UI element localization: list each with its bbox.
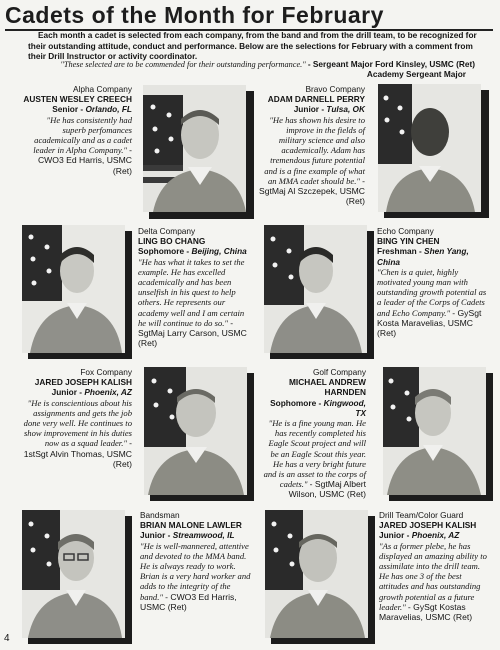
cadet-quote: "He has what it takes to set the example. He has excelled academically and has been unselfish in his quest to help others. He represents our academy well and I am certain he will continue to do so." - SgtMaj Larry Carson, USMC (Ret) — [138, 256, 247, 349]
class-line: Sophomore - Kingwood, TX — [270, 397, 366, 418]
portrait-image — [383, 367, 486, 495]
portrait-image — [265, 510, 368, 638]
cadet-name: JARED JOSEPH KALISH — [379, 520, 477, 531]
page-number: 4 — [4, 633, 10, 644]
flag-image — [143, 95, 183, 183]
class-line: Sophomore - Beijing, China — [138, 246, 247, 257]
flag-image — [22, 510, 60, 590]
attribution: - 1stSgt Alvin Thomas, USMC (Ret) — [23, 438, 132, 469]
cadet-name: JARED JOSEPH KALISH — [34, 377, 132, 388]
portrait-image — [143, 85, 246, 212]
hometown: Beijing, China — [191, 246, 247, 257]
cadet-name: BRIAN MALONE LAWLER — [140, 520, 242, 531]
hometown: Tulsa, OK — [326, 104, 365, 115]
cadet-blurb-golf — [260, 367, 366, 500]
cadet-photo-band — [22, 510, 125, 638]
class-line: Junior - Tulsa, OK — [293, 104, 365, 115]
cadet-photo-alpha — [143, 85, 246, 212]
cadet-name: BING YIN CHEN — [377, 236, 440, 247]
flag-image — [22, 225, 62, 301]
attribution: - SgtMaj Al Szczepek, USMC (Ret) — [258, 175, 365, 207]
attribution: - SgtMaj Larry Carson, USMC (Ret) — [138, 317, 247, 349]
cadet-photo-bravo — [378, 84, 481, 212]
cadet-blurb-alpha — [22, 84, 132, 176]
cadet-photo-fox — [144, 367, 247, 495]
portrait-image — [264, 225, 367, 353]
class-line: Junior - Streamwood, IL — [140, 530, 235, 541]
cadet-blurb-drill — [379, 510, 491, 622]
company-name: Echo Company — [377, 226, 434, 236]
lead-quote-author: - Sergeant Major Ford Kinsley, USMC (Ret) — [307, 59, 475, 69]
company-name: Fox Company — [80, 367, 132, 377]
cadet-blurb-fox — [22, 367, 132, 469]
attribution: - SgtMaj Albert Wilson, USMC (Ret) — [288, 479, 366, 500]
cadet-quote: "Chen is a quiet, highly motivated young man with outstanding growth potential as a leader of the Corps of Cadets and Echo Company." - GySgt Kosta Maravelias, USMC (Ret) — [377, 266, 487, 339]
company-name: Bravo Company — [305, 84, 365, 94]
company-name: Bandsman — [140, 510, 180, 520]
cadet-photo-golf — [383, 367, 486, 495]
hometown: Phoenix, AZ — [411, 530, 460, 541]
lead-quote-author-title: Academy Sergeant Major — [366, 69, 466, 79]
company-name: Drill Team/Color Guard — [379, 510, 464, 520]
portrait-image — [22, 225, 125, 353]
portrait-image — [378, 84, 481, 212]
attribution: - CWO3 Ed Harris, USMC (Ret) — [140, 591, 237, 612]
cadet-blurb-bravo — [258, 84, 365, 206]
hometown: Phoenix, AZ — [84, 387, 132, 398]
class-line: Senior - Orlando, FL — [52, 104, 132, 115]
hometown: Shen Yang, China — [377, 246, 469, 267]
cadet-photo-delta — [22, 225, 125, 353]
class-line: Junior - Phoenix, AZ — [51, 387, 132, 398]
cadet-photo-echo — [264, 225, 367, 353]
intro-paragraph: Each month a cadet is selected from each company, from the band and from the drill team, to be recognized for their outstanding attitude, conduct and performance. Below are the selections for February with a comment from their Drill Instructor or activity coordinator. — [28, 30, 477, 62]
cadet-name: AUSTEN WESLEY CREECH — [23, 94, 132, 105]
hometown: Orlando, FL — [85, 104, 132, 115]
portrait-image — [144, 367, 247, 495]
page-title: Cadets of the Month for February — [5, 2, 384, 28]
flag-image — [264, 225, 304, 305]
hometown: Kingwood, TX — [323, 397, 366, 418]
cadet-quote: "He is a fine young man. He has recently completed his Eagle Scout project and will be an Eagle Scout this year. He has a very bright future and is an asset to the corps of cadets." - SgtMaj Albert Wilson, USMC (Ret) — [263, 418, 366, 500]
cadet-quote: "He has shown his desire to improve in the fields of military science and also academically. Adam has tremendous future potential and is a fine example of what an MMA cadet should be." - SgtMaj Al Szczepek, USMC (Ret) — [258, 114, 365, 207]
cadet-quote: "As a former plebe, he has displayed an amazing ability to assimilate into the drill team. He has one 3 of the best attitudes and has outstanding growth potential as a future leader." - GySgt Kostas Maravelias, USMC (Ret) — [379, 540, 487, 623]
hometown: Streamwood, IL — [172, 530, 235, 541]
cadet-blurb-band — [140, 510, 252, 612]
portrait-image — [22, 510, 125, 638]
flag-image — [265, 510, 303, 590]
flag-image — [378, 84, 412, 164]
cadet-quote: "He has consistently had superb perfomances academically and as a cadet leader in Alpha Company." - CWO3 Ed Harris, USMC (Ret) — [33, 114, 132, 176]
attribution: - GySgt Kosta Maravelias, USMC (Ret) — [377, 307, 482, 339]
company-name: Golf Company — [312, 367, 366, 377]
cadet-name: ADAM DARNELL PERRY — [267, 94, 365, 105]
cadet-blurb-delta — [138, 226, 250, 348]
company-name: Delta Company — [138, 226, 196, 236]
lead-quote-text: "These selected are to be commended for their outstanding performance." — [60, 60, 306, 69]
cadet-quote: "He is well-mannered, attentive and devoted to the MMA band. He is always ready to work. Brian is a very hard worker and adds to the integrity of the band." - CWO3 Ed Harris, USMC (Ret) — [140, 540, 251, 612]
flag-image — [383, 367, 419, 447]
company-name: Alpha Company — [72, 84, 132, 94]
cadet-blurb-echo — [377, 226, 487, 338]
attribution: - CWO3 Ed Harris, USMC (Ret) — [37, 145, 132, 176]
attribution: - GySgt Kostas Maravelias, USMC (Ret) — [379, 601, 473, 623]
cadet-name: LING BO CHANG — [138, 236, 206, 247]
cadet-quote: "He is conscientious about his assignments and gets the job done very well. He continues to show improvement in his duties now as a squad leader." - 1stSgt Alvin Thomas, USMC (Ret) — [23, 397, 132, 469]
cadet-photo-drill — [265, 510, 368, 638]
cadet-name: MICHAEL ANDREW HARNDEN — [289, 377, 366, 398]
class-line: Freshman - Shen Yang, China — [377, 246, 469, 267]
class-line: Junior - Phoenix, AZ — [379, 530, 460, 541]
